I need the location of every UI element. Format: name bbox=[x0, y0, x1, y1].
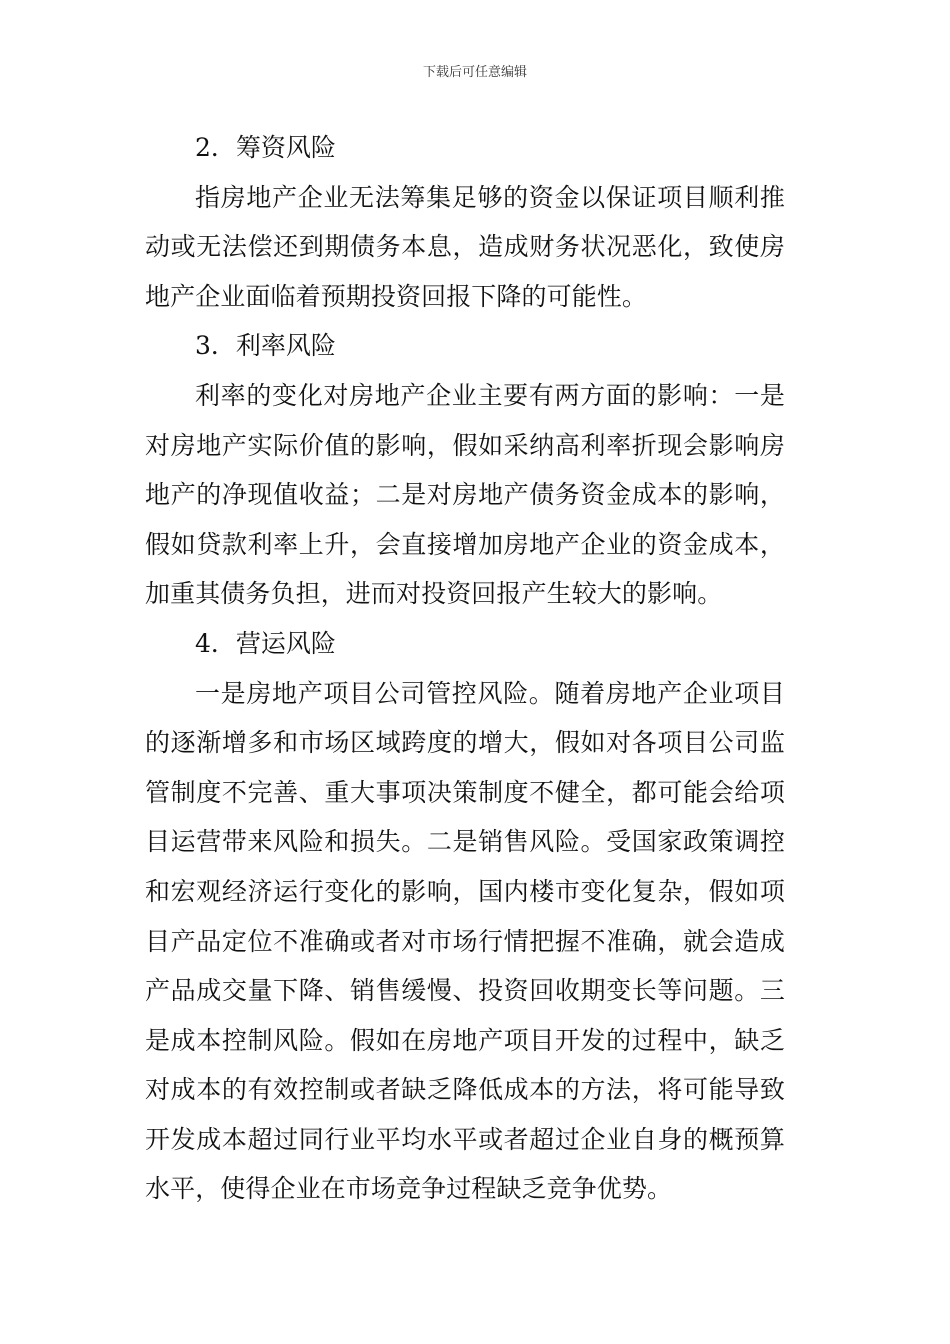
section-heading-financing-risk: 2．筹资风险 bbox=[195, 133, 336, 162]
paragraph-operating-risk: 一是房地产项目公司管控风险。随着房地产企业项目的逐渐增多和市场区域跨度的增大，假如对各项目公司监管制度不完善、重大事项决策制度不健全，都可能会给项目运营带来风险和损失。二是销售风险。受国家政策调控和宏观经济运行变化的影响，国内楼市变化复杂，假如项目产品定位不准确或者对市场行情把握不准确，就会造成产品成交量下降、销售缓慢、投资回收期变长等问题。三是成本控制风险。假如在房地产项目开发的过程中，缺乏对成本的有效控制或者缺乏降低成本的方法，将可能导致开发成本超过同行业平均水平或者超过企业自身的概预算水平，使得企业在市场竞争过程缺乏竞争优势。 bbox=[145, 678, 785, 1204]
paragraph-financing-risk: 指房地产企业无法筹集足够的资金以保证项目顺利推动或无法偿还到期债务本息，造成财务状况恶化，致使房地产企业面临着预期投资回报下降的可能性。 bbox=[145, 182, 785, 311]
section-heading-operating-risk: 4．营运风险 bbox=[195, 628, 336, 658]
document-body bbox=[145, 123, 785, 1214]
paragraph-interest-rate-risk: 利率的变化对房地产企业主要有两方面的影响：一是对房地产实际价值的影响，假如采纳高利率折现会影响房地产的净现值收益；二是对房地产债务资金成本的影响，假如贷款利率上升，会直接增加房地产企业的资金成本，加重其债务负担，进而对投资回报产生较大的影响。 bbox=[145, 380, 785, 609]
section-heading-interest-rate-risk: 3．利率风险 bbox=[195, 331, 336, 361]
page-header: 下载后可任意编辑 bbox=[422, 65, 527, 80]
